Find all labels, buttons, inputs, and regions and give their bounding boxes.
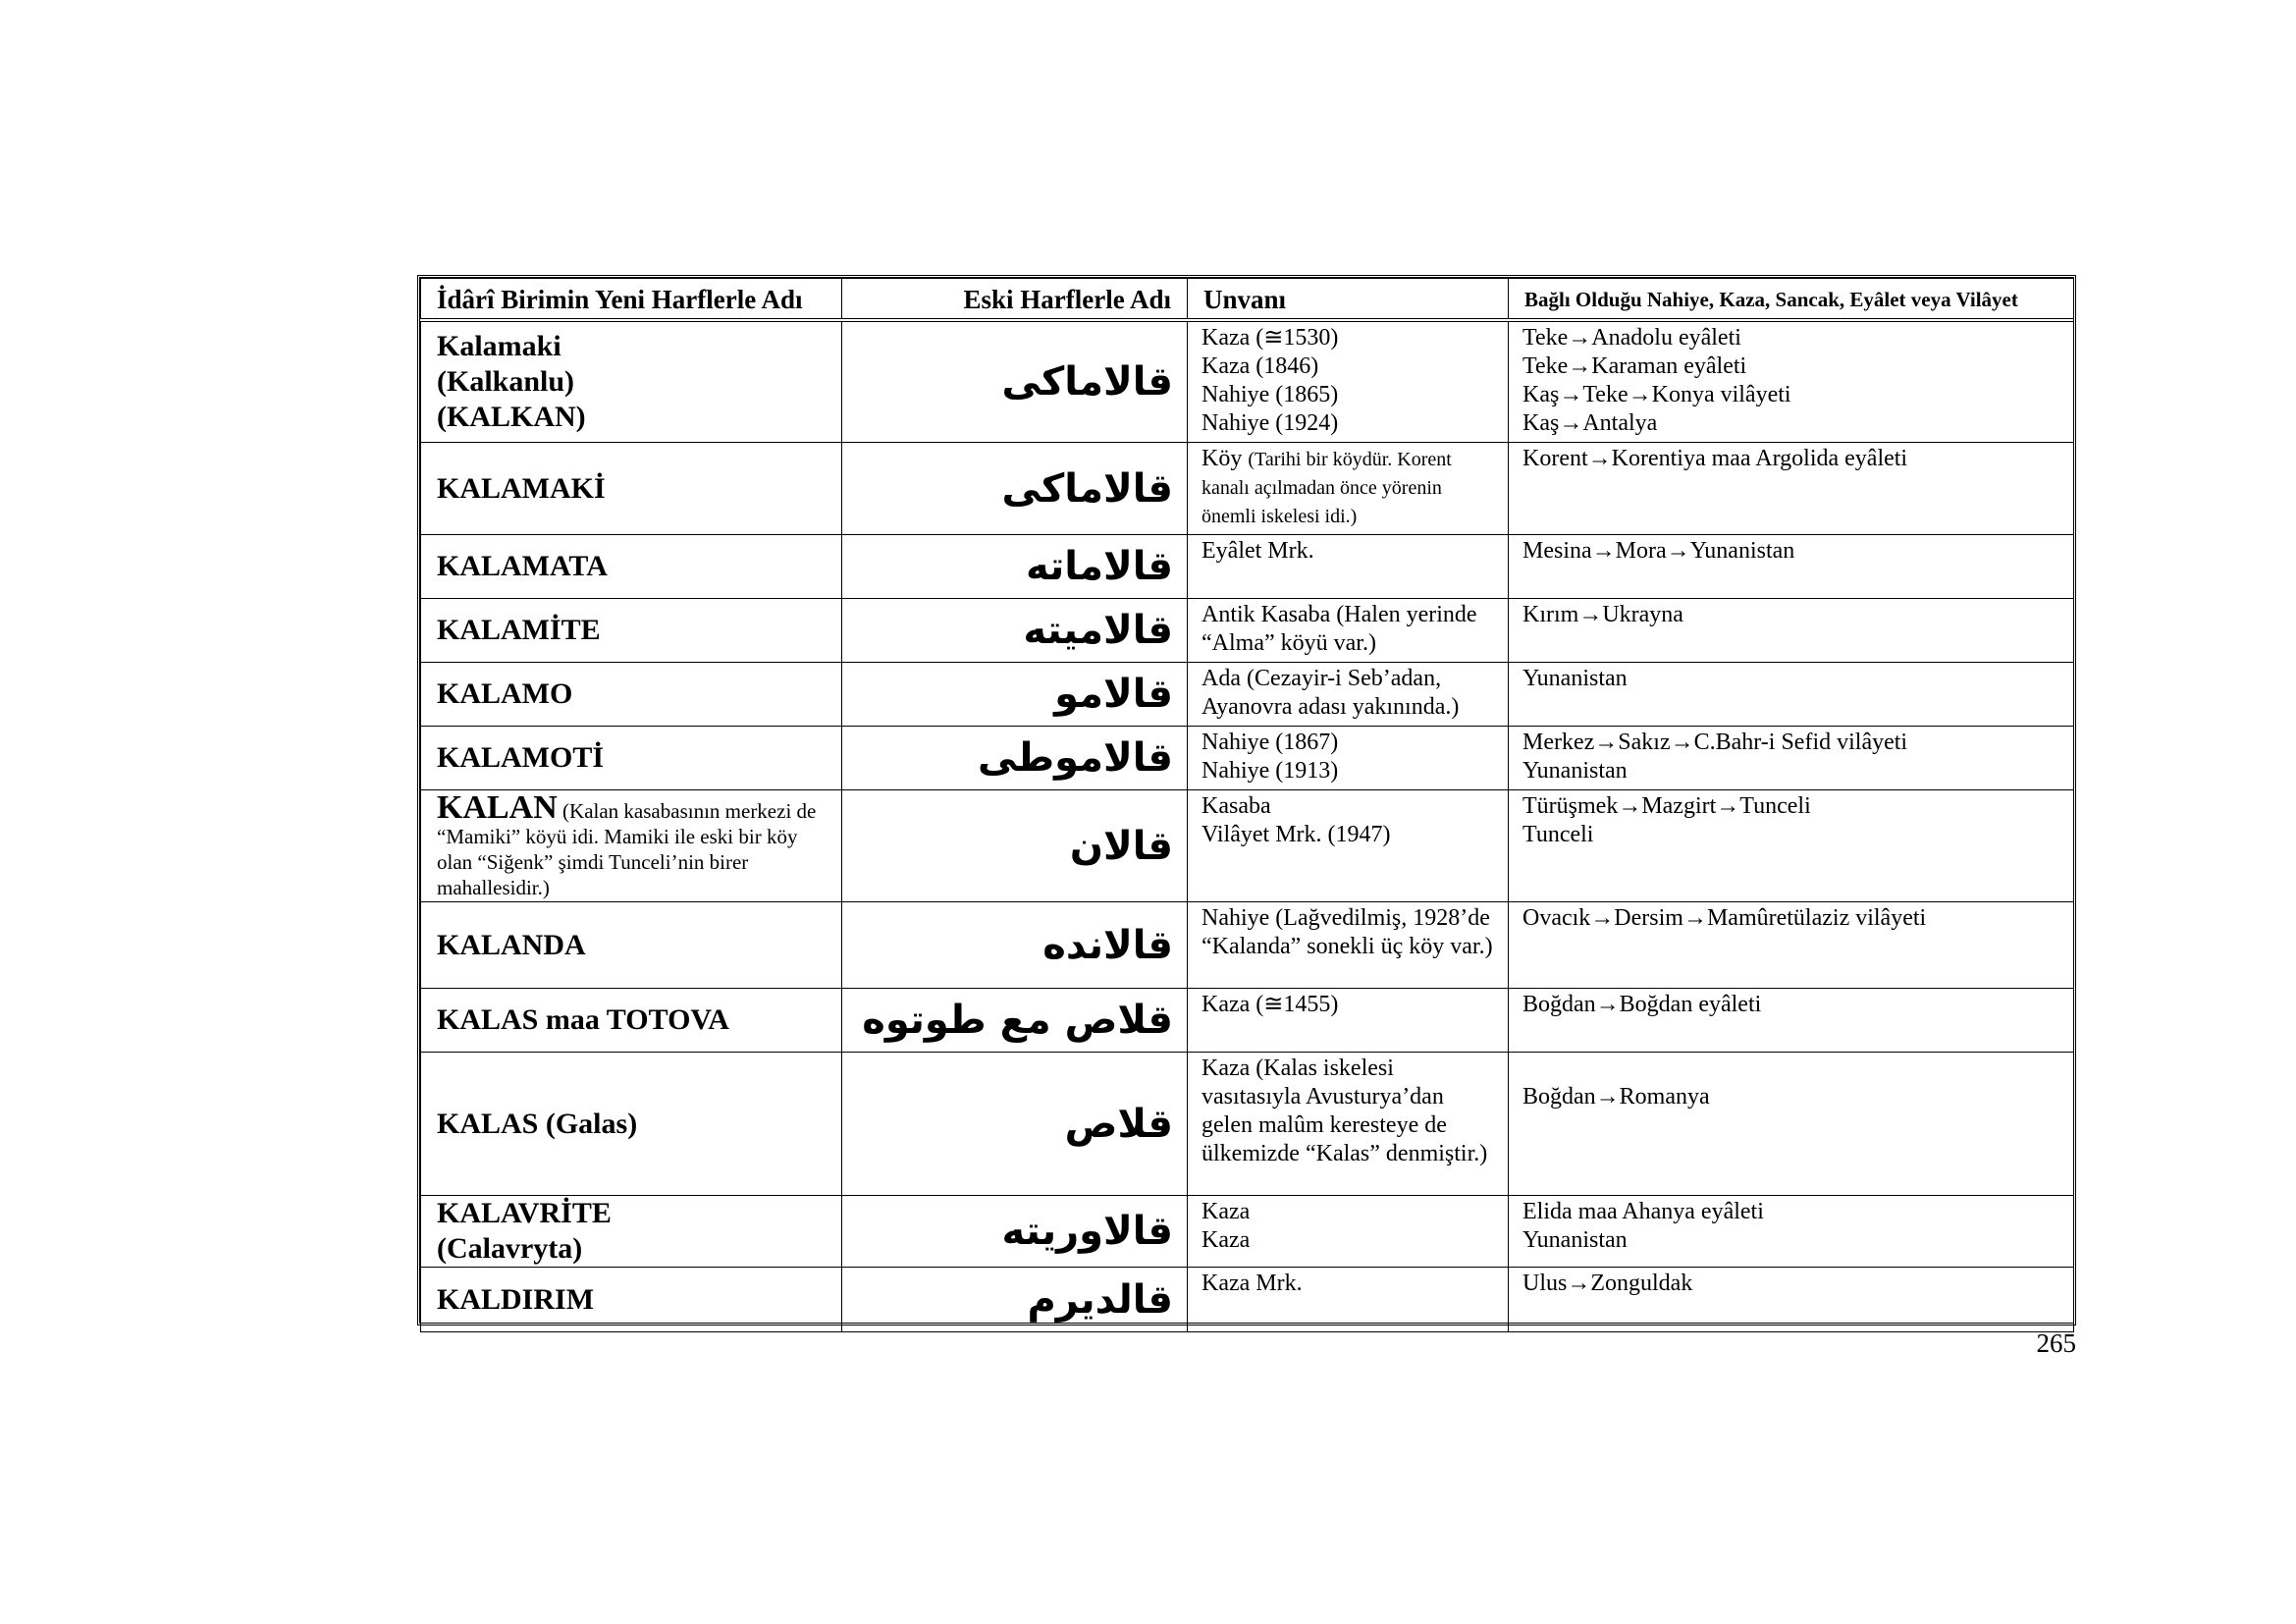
affiliation-cell: [1509, 599, 2074, 663]
title-line: Kaza (≅1455): [1201, 992, 1339, 1017]
affiliation-cell: [1509, 989, 2074, 1053]
new-name-line: KALAMİTE: [437, 614, 601, 646]
gazetteer-table: [420, 278, 2074, 1332]
title-line: Nahiye (1867): [1201, 730, 1339, 755]
affiliation-line: Ulus→Zonguldak: [1522, 1271, 1693, 1296]
old-name-cell: قلاص: [842, 1053, 1188, 1196]
new-name-line: KALAMATA: [437, 550, 608, 582]
title-line: Vilâyet Mrk. (1947): [1201, 822, 1391, 847]
title-main: Köy: [1201, 446, 1243, 471]
affiliation-line: Boğdan→Romanya: [1522, 1084, 1710, 1110]
affiliation-cell: [1509, 1268, 2074, 1332]
table-row: [421, 320, 2074, 443]
affiliation-line: Kaş→Teke→Konya vilâyeti: [1522, 381, 1791, 407]
old-name-cell: قالاماكى: [842, 443, 1188, 535]
title-cell: [1188, 1053, 1509, 1196]
affiliation-line: Boğdan→Boğdan eyâleti: [1522, 992, 1762, 1017]
title-text: Ada (Cezayir-i Seb’adan, Ayanovra adası yakınında.): [1201, 666, 1460, 720]
title-text: Nahiye (Lağvedilmiş, 1928’de “Kalanda” sonekli üç köy var.): [1201, 905, 1493, 959]
affiliation-line: Mesina→Mora→Yunanistan: [1522, 538, 1795, 564]
title-cell: [1188, 663, 1509, 727]
old-name-cell: قلاص مع طوتوه: [842, 989, 1188, 1053]
title-line: Kaza (1846): [1201, 352, 1319, 379]
old-name-cell: قالديرم: [842, 1268, 1188, 1332]
title-cell: [1188, 1268, 1509, 1332]
affiliation-line: Elida maa Ahanya eyâleti: [1522, 1199, 1764, 1224]
new-name-line: (KALKAN): [437, 400, 586, 433]
new-name-line: KALDIRIM: [437, 1282, 595, 1316]
title-text: Antik Kasaba (Halen yerinde “Alma” köyü var.): [1201, 602, 1477, 656]
affiliation-line: Tunceli: [1522, 822, 1594, 847]
title-cell: [1188, 443, 1509, 535]
table-row: [421, 443, 2074, 535]
affiliation-line: Kaş→Antalya: [1522, 409, 1658, 436]
affiliation-cell: [1509, 1053, 2074, 1196]
old-name-cell: قالانده: [842, 902, 1188, 989]
header-affiliation: Bağlı Olduğu Nahiye, Kaza, Sancak, Eyâlet veya Vilâyet: [1509, 279, 2074, 320]
new-name-line: KALAS maa TOTOVA: [437, 1003, 729, 1036]
affiliation-line: [1522, 1055, 2059, 1083]
new-name-line: KALAVRİTE: [437, 1197, 612, 1229]
title-text: Kaza (Kalas iskelesi vasıtasıyla Avusturya’dan gelen malûm keresteye de ülkemizde “Kalas” denmiştir.): [1201, 1056, 1488, 1166]
new-name-cell: [421, 902, 842, 989]
old-name-cell: قالاميته: [842, 599, 1188, 663]
new-name-line: KALAMOTİ: [437, 741, 605, 774]
table-row: [421, 989, 2074, 1053]
affiliation-cell: [1509, 535, 2074, 599]
title-line: Kaza: [1201, 1227, 1251, 1253]
old-name-cell: قالان: [842, 790, 1188, 902]
new-name-line: Kalamaki: [437, 329, 561, 362]
table-header-row: [421, 279, 2074, 320]
new-name-line: KALAMO: [437, 677, 573, 710]
title-text: [1201, 445, 1494, 530]
affiliation-cell: [1509, 320, 2074, 443]
affiliation-cell: [1509, 443, 2074, 535]
old-name-cell: قالاموطى: [842, 727, 1188, 790]
affiliation-line: Merkez→Sakız→C.Bahr-i Sefid vilâyeti: [1522, 730, 1908, 755]
new-name-cell: [421, 1196, 842, 1268]
table-row: [421, 1053, 2074, 1196]
title-cell: [1188, 727, 1509, 790]
header-title: Unvanı: [1188, 279, 1509, 320]
affiliation-cell: [1509, 902, 2074, 989]
affiliation-line: Korent→Korentiya maa Argolida eyâleti: [1522, 446, 1908, 471]
title-line: Kaza: [1201, 1199, 1251, 1224]
new-name-text: [437, 789, 826, 900]
table-row: [421, 599, 2074, 663]
new-name-cell: [421, 1268, 842, 1332]
new-name-line: KALAS (Galas): [437, 1107, 638, 1140]
title-line: Kaza Mrk.: [1201, 1271, 1303, 1296]
affiliation-line: Ovacık→Dersim→Mamûretülaziz vilâyeti: [1522, 905, 1927, 931]
affiliation-cell: [1509, 1196, 2074, 1268]
table-row: [421, 1196, 2074, 1268]
title-line: Kasaba: [1201, 793, 1271, 819]
title-line: Eyâlet Mrk.: [1201, 538, 1314, 564]
title-line: Kaza (≅1530): [1201, 324, 1339, 351]
title-cell: [1188, 989, 1509, 1053]
affiliation-line: Kırım→Ukrayna: [1522, 602, 1683, 627]
affiliation-line: Yunanistan: [1522, 758, 1628, 784]
title-line: Nahiye (1924): [1201, 409, 1339, 436]
table-row: [421, 663, 2074, 727]
new-name-cell: [421, 1053, 842, 1196]
title-line: Nahiye (1865): [1201, 381, 1339, 407]
affiliation-line: Teke→Karaman eyâleti: [1522, 352, 1747, 379]
title-cell: [1188, 535, 1509, 599]
new-name-line: KALANDA: [437, 928, 586, 961]
new-name-line: (Kalkanlu): [437, 364, 575, 398]
title-cell: [1188, 1196, 1509, 1268]
header-old-name: Eski Harflerle Adı: [842, 279, 1188, 320]
new-name-cell: [421, 443, 842, 535]
affiliation-line: Yunanistan: [1522, 1227, 1628, 1253]
new-name-cell: [421, 790, 842, 902]
header-new-name: İdârî Birimin Yeni Harflerle Adı: [421, 279, 842, 320]
affiliation-cell: [1509, 790, 2074, 902]
table-row: [421, 535, 2074, 599]
affiliation-line: Yunanistan: [1522, 666, 1628, 691]
table-row: [421, 902, 2074, 989]
new-name-cell: [421, 727, 842, 790]
page-number: 265: [2036, 1328, 2076, 1358]
affiliation-line: Teke→Anadolu eyâleti: [1522, 324, 1741, 351]
title-note: (Tarihi bir köydür. Korent kanalı açılmadan önce yörenin önemli iskelesi idi.): [1201, 449, 1452, 527]
old-name-cell: قالامو: [842, 663, 1188, 727]
new-name-line: KALAMAKİ: [437, 471, 606, 505]
old-name-cell: قالاوريته: [842, 1196, 1188, 1268]
table-row: [421, 727, 2074, 790]
new-name-note: (Kalan kasabasının merkezi de “Mamiki” köyü idi. Mamiki ile eski bir köy olan “Siğenk” şimdi Tunceli’nin birer mahallesidir.): [437, 799, 817, 899]
title-cell: [1188, 320, 1509, 443]
table-row: [421, 1268, 2074, 1332]
new-name-cell: [421, 663, 842, 727]
table-row: [421, 790, 2074, 902]
affiliation-line: Türüşmek→Mazgirt→Tunceli: [1522, 793, 1811, 819]
title-cell: [1188, 902, 1509, 989]
title-line: Nahiye (1913): [1201, 758, 1339, 784]
title-cell: [1188, 599, 1509, 663]
new-name-cell: [421, 989, 842, 1053]
affiliation-cell: [1509, 727, 2074, 790]
old-name-cell: قالاماكى: [842, 320, 1188, 443]
affiliation-cell: [1509, 663, 2074, 727]
new-name-cell: [421, 599, 842, 663]
title-cell: [1188, 790, 1509, 902]
new-name-main: KALAN: [437, 789, 558, 826]
old-name-cell: قالاماته: [842, 535, 1188, 599]
new-name-line: (Calavryta): [437, 1232, 583, 1265]
new-name-cell: [421, 320, 842, 443]
new-name-cell: [421, 535, 842, 599]
